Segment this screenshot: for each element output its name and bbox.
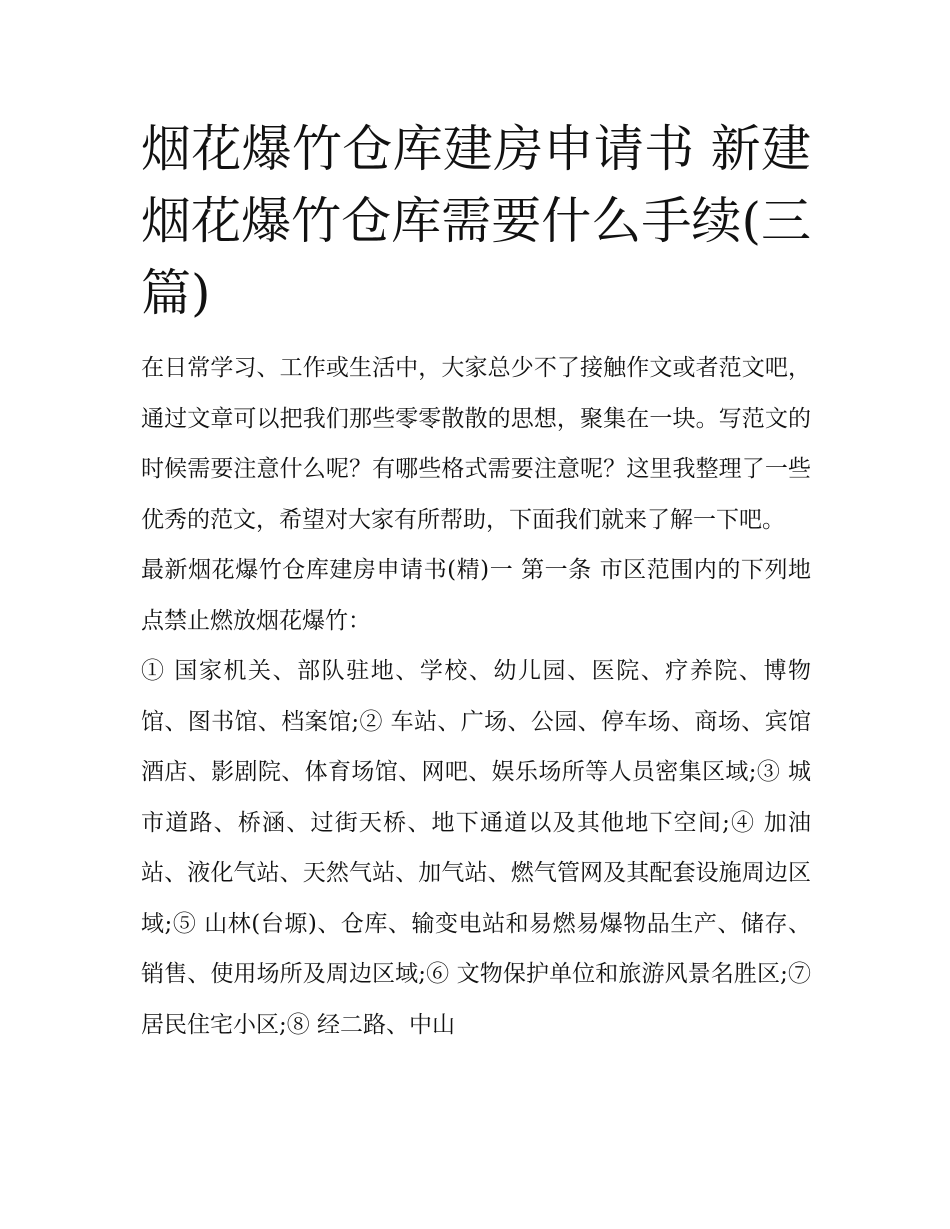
document-body xyxy=(141,113,811,1050)
section-heading-paragraph: 最新烟花爆竹仓库建房申请书(精)一 第一条 市区范围内的下列地点禁止燃放烟花爆竹： xyxy=(141,557,811,634)
prohibited-locations-paragraph: ① 国家机关、部队驻地、学校、幼儿园、医院、疗养院、博物馆、图书馆、档案馆;② 车站、广场、公园、停车场、商场、宾馆酒店、影剧院、体育场馆、网吧、娱乐场所等人员密集区域;③ 城市道路、桥涵、过街天桥、地下通道以及其他地下空间;④ 加油站、液化气站、天然气站、加气站、燃气管网及其配套设施周边区域;⑤ 山林(台塬)、仓库、输变电站和易燃易爆物品生产、储存、销售、使用场所及周边区域;⑥ 文物保护单位和旅游风景名胜区;⑦ 居民住宅小区;⑧ 经二路、中山 xyxy=(141,658,811,1038)
intro-paragraph: 在日常学习、工作或生活中，大家总少不了接触作文或者范文吧，通过文章可以把我们那些零零散散的思想，聚集在一块。写范文的时候需要注意什么呢？有哪些格式需要注意呢？这里我整理了一些优秀的范文，希望对大家有所帮助，下面我们就来了解一下吧。 xyxy=(141,355,811,533)
document-title: 烟花爆竹仓库建房申请书 新建烟花爆竹仓库需要什么手续(三篇) xyxy=(141,120,811,322)
